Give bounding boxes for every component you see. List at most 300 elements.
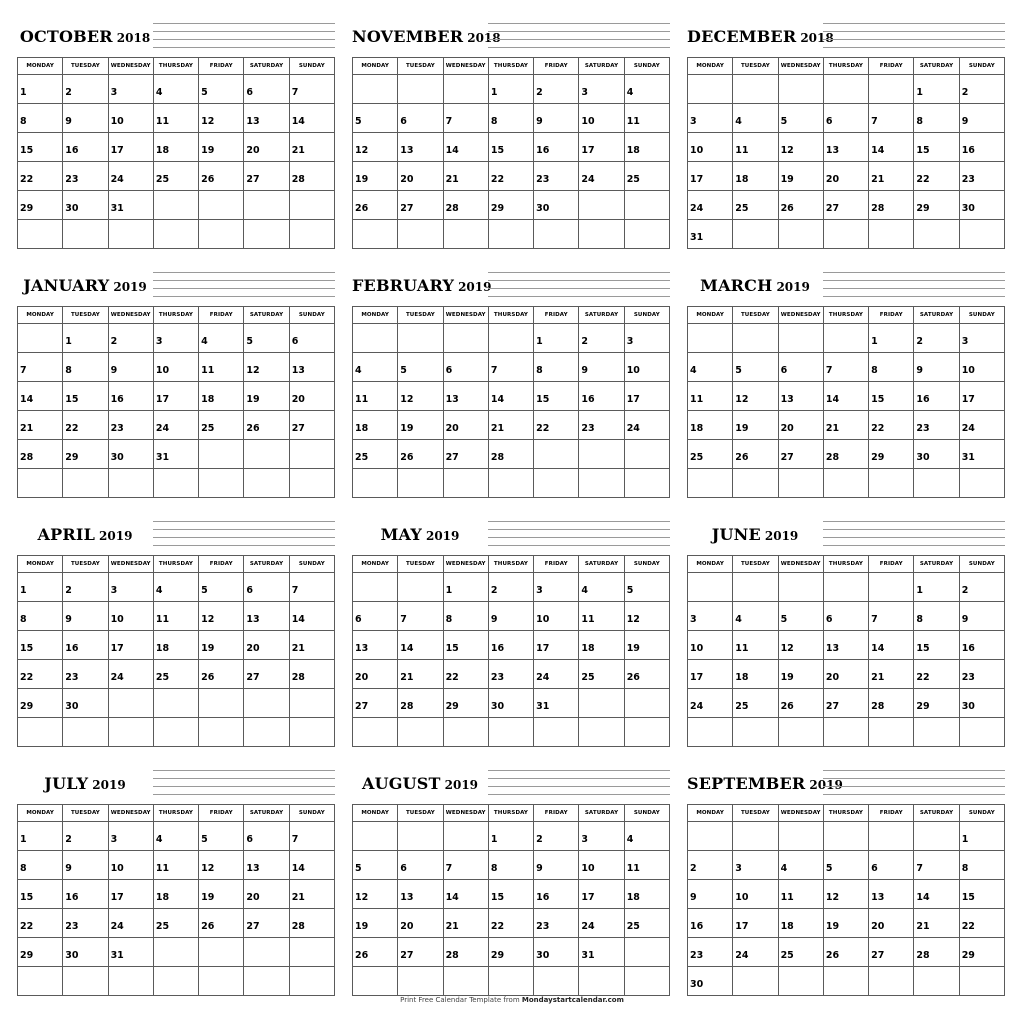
day-number: 8 <box>916 613 924 625</box>
day-number: 28 <box>291 671 305 683</box>
day-number: 1 <box>916 86 924 98</box>
day-number: 30 <box>110 451 124 463</box>
day-cell <box>688 382 733 411</box>
day-cell <box>579 220 624 249</box>
note-line <box>488 288 670 296</box>
day-number: 1 <box>20 584 27 596</box>
day-number: 30 <box>916 451 930 463</box>
day-number <box>444 87 446 98</box>
day-number: 28 <box>291 920 305 932</box>
day-number: 12 <box>735 393 749 405</box>
day-number: 10 <box>110 862 124 874</box>
day-number: 4 <box>155 584 163 596</box>
weekday-header: THURSDAY <box>823 556 868 573</box>
day-number: 30 <box>65 202 79 214</box>
day-cell <box>443 382 488 411</box>
day-number <box>398 232 400 243</box>
day-number: 25 <box>735 202 749 214</box>
day-number <box>290 730 292 741</box>
day-cell <box>108 880 153 909</box>
day-number: 20 <box>246 642 260 654</box>
day-cell <box>579 191 624 220</box>
day-cell <box>108 469 153 498</box>
day-cell <box>63 573 108 602</box>
month-title-row <box>17 256 335 306</box>
day-number: 14 <box>291 613 305 625</box>
day-number <box>398 336 400 347</box>
day-number: 27 <box>246 671 260 683</box>
weekday-header: MONDAY <box>18 307 63 324</box>
day-number <box>353 232 355 243</box>
weekday-header: THURSDAY <box>488 805 533 822</box>
weekday-header: TUESDAY <box>398 805 443 822</box>
week-row <box>688 353 1005 382</box>
day-number <box>869 481 871 492</box>
month-year: 2019 <box>764 529 799 543</box>
day-cell <box>18 133 63 162</box>
day-cell <box>534 353 579 382</box>
day-number: 20 <box>780 422 794 434</box>
day-cell <box>534 440 579 469</box>
day-number <box>353 834 355 845</box>
day-cell <box>153 162 198 191</box>
day-cell <box>624 324 669 353</box>
day-cell <box>733 411 778 440</box>
day-cell <box>63 909 108 938</box>
day-cell <box>488 822 533 851</box>
day-cell <box>778 631 823 660</box>
day-number <box>779 481 781 492</box>
month-grid <box>352 804 670 996</box>
day-cell <box>624 822 669 851</box>
day-cell <box>778 162 823 191</box>
month-title-row <box>687 505 1005 555</box>
day-cell <box>534 660 579 689</box>
day-number: 30 <box>65 949 79 961</box>
day-cell <box>624 631 669 660</box>
note-line <box>488 272 670 280</box>
week-row <box>688 967 1005 996</box>
day-cell <box>624 382 669 411</box>
day-number <box>353 979 355 990</box>
day-number: 1 <box>20 86 27 98</box>
day-number: 16 <box>65 144 79 156</box>
weekday-header: SATURDAY <box>914 556 959 573</box>
day-cell <box>534 880 579 909</box>
day-number: 23 <box>536 920 550 932</box>
weekday-header: MONDAY <box>688 805 733 822</box>
weekday-header: MONDAY <box>353 58 398 75</box>
day-number: 26 <box>355 202 369 214</box>
day-number: 25 <box>780 949 794 961</box>
day-cell <box>398 689 443 718</box>
month-grid <box>17 555 335 747</box>
day-cell <box>398 353 443 382</box>
weekday-header: SATURDAY <box>244 805 289 822</box>
day-number: 9 <box>65 115 72 127</box>
day-number <box>290 232 292 243</box>
day-number <box>290 481 292 492</box>
day-cell <box>579 104 624 133</box>
day-number: 29 <box>490 202 505 214</box>
day-number: 15 <box>65 393 79 405</box>
day-cell <box>199 75 244 104</box>
day-number: 11 <box>690 393 704 405</box>
weekday-header: SUNDAY <box>289 307 334 324</box>
day-cell <box>914 324 959 353</box>
day-cell <box>823 220 868 249</box>
day-cell <box>823 602 868 631</box>
day-number: 14 <box>291 115 305 127</box>
week-row <box>688 411 1005 440</box>
day-cell <box>823 718 868 747</box>
week-row <box>18 104 335 133</box>
day-cell <box>624 162 669 191</box>
month-name: NOVEMBER <box>352 27 464 46</box>
month-name: JUNE <box>711 525 761 544</box>
day-cell <box>199 191 244 220</box>
day-number: 5 <box>780 115 788 127</box>
week-row <box>18 411 335 440</box>
day-number: 20 <box>246 144 260 156</box>
day-cell <box>18 631 63 660</box>
day-cell <box>244 75 289 104</box>
day-cell <box>443 880 488 909</box>
day-cell <box>688 133 733 162</box>
day-cell <box>959 411 1004 440</box>
day-cell <box>733 220 778 249</box>
weekday-header: SUNDAY <box>959 805 1004 822</box>
weekday-header: FRIDAY <box>534 556 579 573</box>
day-number: 5 <box>355 115 362 127</box>
day-cell <box>18 851 63 880</box>
day-number <box>290 979 292 990</box>
day-number <box>398 979 400 990</box>
day-number <box>244 730 246 741</box>
day-number: 29 <box>20 202 34 214</box>
note-line <box>823 770 1005 778</box>
day-cell <box>244 851 289 880</box>
day-number: 30 <box>961 700 975 712</box>
day-cell <box>443 938 488 967</box>
day-number <box>779 232 781 243</box>
day-number: 9 <box>690 891 697 903</box>
day-number: 23 <box>65 173 79 185</box>
week-row <box>353 75 670 104</box>
day-number <box>353 585 355 596</box>
weekday-header-row <box>688 307 1005 324</box>
weekday-header: WEDNESDAY <box>778 805 823 822</box>
footer-site-link[interactable]: Mondaystartcalendar.com <box>521 996 624 1004</box>
weekday-header: SUNDAY <box>959 58 1004 75</box>
day-number: 16 <box>536 891 550 903</box>
day-number: 3 <box>961 335 969 347</box>
day-number: 9 <box>581 364 589 376</box>
note-line <box>823 545 1005 553</box>
day-cell <box>244 822 289 851</box>
day-cell <box>534 718 579 747</box>
day-cell <box>153 938 198 967</box>
day-number <box>779 979 781 990</box>
day-number: 30 <box>536 949 550 961</box>
day-cell <box>18 104 63 133</box>
day-cell <box>488 104 533 133</box>
week-row <box>353 220 670 249</box>
day-cell <box>914 573 959 602</box>
weekday-header: MONDAY <box>18 556 63 573</box>
day-cell <box>688 440 733 469</box>
month-grid <box>17 804 335 996</box>
day-number: 21 <box>871 671 885 683</box>
day-number: 4 <box>780 862 788 874</box>
day-cell <box>353 353 398 382</box>
day-cell <box>443 411 488 440</box>
day-number <box>688 585 690 596</box>
day-cell <box>199 440 244 469</box>
note-line <box>153 47 335 55</box>
day-cell <box>688 220 733 249</box>
day-cell <box>443 133 488 162</box>
day-cell <box>914 162 959 191</box>
day-cell <box>688 324 733 353</box>
day-cell <box>488 602 533 631</box>
day-cell <box>733 602 778 631</box>
day-number: 19 <box>355 173 369 185</box>
day-cell <box>353 938 398 967</box>
note-line <box>153 529 335 537</box>
day-number: 23 <box>490 671 505 683</box>
note-line <box>823 794 1005 802</box>
day-number <box>579 701 581 712</box>
day-number <box>109 481 111 492</box>
day-number <box>824 232 826 243</box>
month-grid <box>17 306 335 498</box>
day-number <box>688 481 690 492</box>
day-cell <box>534 191 579 220</box>
day-cell <box>244 411 289 440</box>
day-number: 8 <box>490 862 498 874</box>
day-cell <box>869 162 914 191</box>
day-cell <box>244 967 289 996</box>
day-number <box>534 730 536 741</box>
day-number: 19 <box>400 422 414 434</box>
day-cell <box>869 440 914 469</box>
day-number: 30 <box>490 700 505 712</box>
day-number: 4 <box>735 115 742 127</box>
weekday-header-row <box>353 307 670 324</box>
weekday-header: WEDNESDAY <box>108 58 153 75</box>
day-number <box>625 481 627 492</box>
month-grid <box>352 57 670 249</box>
week-row <box>688 851 1005 880</box>
day-cell <box>823 382 868 411</box>
day-cell <box>778 880 823 909</box>
weekday-header: MONDAY <box>353 556 398 573</box>
weekday-header: SUNDAY <box>289 58 334 75</box>
day-cell <box>688 718 733 747</box>
day-cell <box>579 718 624 747</box>
day-number <box>625 979 627 990</box>
day-cell <box>534 382 579 411</box>
day-cell <box>153 573 198 602</box>
day-cell <box>153 660 198 689</box>
day-number: 19 <box>735 422 749 434</box>
day-number: 28 <box>916 949 930 961</box>
day-cell <box>289 938 334 967</box>
day-cell <box>488 938 533 967</box>
weekday-header-row <box>353 58 670 75</box>
notes-lines <box>823 272 1005 304</box>
day-cell <box>199 689 244 718</box>
day-number: 17 <box>735 920 749 932</box>
day-number: 13 <box>780 393 794 405</box>
month-title-row <box>352 754 670 804</box>
day-cell <box>778 602 823 631</box>
day-cell <box>624 718 669 747</box>
day-cell <box>959 631 1004 660</box>
week-row <box>688 689 1005 718</box>
day-cell <box>108 104 153 133</box>
weekday-header: SUNDAY <box>624 307 669 324</box>
day-cell <box>108 133 153 162</box>
day-cell <box>823 191 868 220</box>
day-number: 27 <box>780 451 794 463</box>
day-number: 18 <box>355 422 369 434</box>
day-cell <box>199 104 244 133</box>
weekday-header: SATURDAY <box>244 58 289 75</box>
week-row <box>18 822 335 851</box>
day-number: 22 <box>536 422 550 434</box>
day-number <box>869 979 871 990</box>
day-cell <box>688 822 733 851</box>
month-year: 2019 <box>92 778 126 792</box>
week-row <box>18 382 335 411</box>
day-number: 7 <box>445 862 453 874</box>
day-cell <box>353 133 398 162</box>
day-number <box>199 701 201 712</box>
weekday-header: WEDNESDAY <box>778 556 823 573</box>
day-cell <box>488 382 533 411</box>
day-cell <box>18 191 63 220</box>
week-row <box>18 660 335 689</box>
day-cell <box>959 967 1004 996</box>
weekday-header-row <box>18 58 335 75</box>
day-cell <box>108 631 153 660</box>
day-number: 25 <box>626 920 640 932</box>
day-number: 29 <box>20 700 34 712</box>
day-cell <box>534 324 579 353</box>
day-cell <box>823 324 868 353</box>
day-cell <box>914 75 959 104</box>
day-cell <box>153 220 198 249</box>
day-number: 24 <box>110 671 124 683</box>
day-cell <box>289 631 334 660</box>
day-number: 13 <box>825 144 840 156</box>
day-cell <box>778 191 823 220</box>
weekday-header: FRIDAY <box>199 307 244 324</box>
day-number: 2 <box>110 335 118 347</box>
day-number: 17 <box>110 891 124 903</box>
day-cell <box>688 631 733 660</box>
day-cell <box>63 967 108 996</box>
day-number: 11 <box>626 862 640 874</box>
day-cell <box>63 324 108 353</box>
note-line <box>823 39 1005 47</box>
day-number: 18 <box>201 393 215 405</box>
day-cell <box>914 440 959 469</box>
day-number <box>779 336 781 347</box>
day-number: 20 <box>400 920 414 932</box>
day-cell <box>199 353 244 382</box>
day-cell <box>199 631 244 660</box>
weekday-header: MONDAY <box>18 58 63 75</box>
day-number <box>63 979 65 990</box>
day-number: 28 <box>490 451 505 463</box>
day-number <box>824 730 826 741</box>
day-cell <box>914 938 959 967</box>
day-number <box>290 701 292 712</box>
week-row <box>353 324 670 353</box>
day-number: 20 <box>246 891 260 903</box>
day-cell <box>959 104 1004 133</box>
day-number: 22 <box>490 920 505 932</box>
day-number: 16 <box>581 393 595 405</box>
day-cell <box>778 689 823 718</box>
day-number <box>18 481 20 492</box>
day-cell <box>959 440 1004 469</box>
day-cell <box>443 440 488 469</box>
day-cell <box>108 689 153 718</box>
day-cell <box>353 220 398 249</box>
day-cell <box>244 880 289 909</box>
day-number: 8 <box>20 115 27 127</box>
weekday-header: THURSDAY <box>823 307 868 324</box>
weekday-header: WEDNESDAY <box>443 556 488 573</box>
day-cell <box>823 440 868 469</box>
day-number <box>824 336 826 347</box>
day-cell <box>108 440 153 469</box>
day-cell <box>914 353 959 382</box>
day-number: 16 <box>961 642 975 654</box>
day-cell <box>488 851 533 880</box>
weekday-header: SATURDAY <box>579 556 624 573</box>
day-number: 14 <box>445 891 459 903</box>
week-row <box>688 191 1005 220</box>
day-cell <box>959 602 1004 631</box>
day-cell <box>199 411 244 440</box>
day-cell <box>778 220 823 249</box>
day-cell <box>153 822 198 851</box>
day-number <box>290 452 292 463</box>
day-cell <box>63 469 108 498</box>
day-number: 19 <box>201 891 215 903</box>
day-number <box>199 232 201 243</box>
day-number: 17 <box>155 393 170 405</box>
day-cell <box>289 220 334 249</box>
weekday-header: SUNDAY <box>289 556 334 573</box>
day-number <box>960 979 962 990</box>
day-number: 5 <box>735 364 742 376</box>
day-cell <box>688 967 733 996</box>
month-grid <box>352 555 670 747</box>
day-number: 27 <box>246 920 260 932</box>
day-number: 14 <box>445 144 459 156</box>
week-row <box>18 133 335 162</box>
day-cell <box>353 75 398 104</box>
day-number: 11 <box>201 364 215 376</box>
day-number: 12 <box>201 613 215 625</box>
day-number <box>63 232 65 243</box>
